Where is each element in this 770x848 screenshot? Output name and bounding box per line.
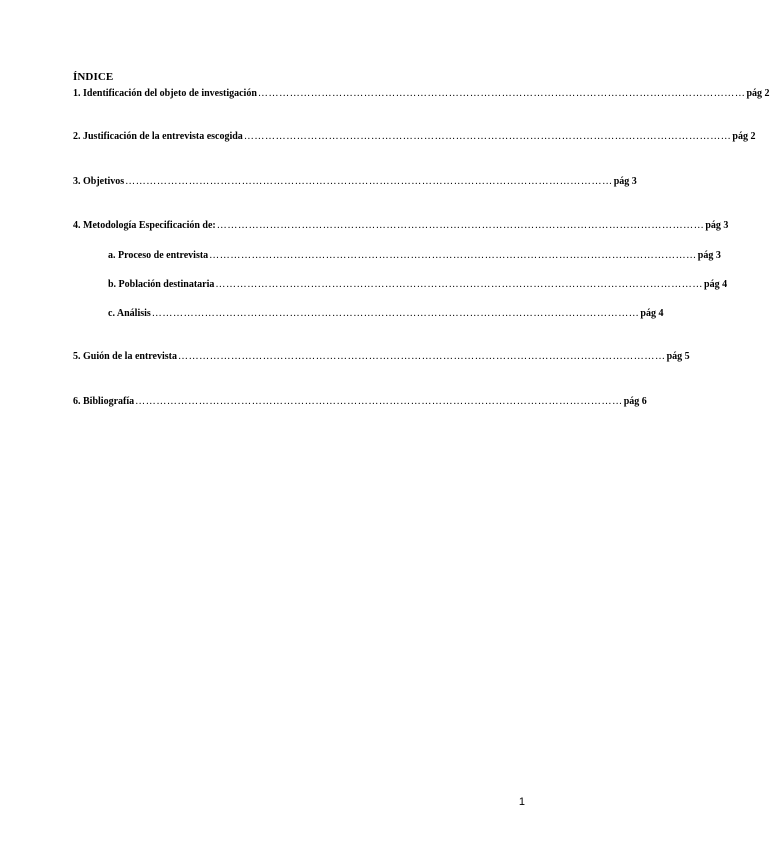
dot-leader: …………………………………………………………………………………………………………………………: [125, 176, 613, 187]
toc-entry-label: 4. Metodología Especificación de:: [73, 220, 216, 231]
toc-entry-page: pág 3: [705, 220, 729, 231]
toc-entry-metodologia: [73, 219, 729, 233]
toc-entry-justificacion: [73, 130, 756, 144]
toc-entry-poblacion: [108, 278, 728, 292]
toc-entry-label: 5. Guión de la entrevista: [73, 351, 177, 362]
toc-entry-page: pág 3: [613, 176, 637, 187]
toc-entry-identificacion: [73, 87, 770, 101]
page-number: 1: [518, 796, 525, 808]
toc-entry-label: a. Proceso de entrevista: [108, 250, 209, 261]
dot-leader: …………………………………………………………………………………………………………………………: [177, 351, 666, 362]
toc-entry-proceso: [108, 249, 721, 263]
toc-entry-page: pág 3: [697, 250, 721, 261]
toc-entry-page: pág 2: [746, 88, 770, 99]
toc-entry-page: pág 4: [704, 279, 728, 290]
toc-entry-label: c. Análisis: [108, 308, 151, 319]
toc-entry-page: pág 5: [666, 351, 690, 362]
toc-entry-label: 2. Justificación de la entrevista escogida: [73, 131, 243, 142]
toc-entry-label: 1. Identificación del objeto de investigación: [73, 88, 257, 99]
toc-entry-page: pág 2: [732, 131, 756, 142]
dot-leader: …………………………………………………………………………………………………………………………: [216, 220, 705, 231]
toc-entry-objetivos: [73, 175, 637, 189]
toc-entry-guion: [73, 350, 690, 364]
toc-entry-page: pág 6: [623, 396, 647, 407]
dot-leader: …………………………………………………………………………………………………………………………: [209, 250, 697, 261]
dot-leader: …………………………………………………………………………………………………………………………: [257, 88, 746, 99]
toc-entry-label: b. Población destinataria: [108, 279, 215, 290]
toc-title: ÍNDICE: [73, 71, 114, 83]
dot-leader: …………………………………………………………………………………………………………………………: [215, 279, 704, 290]
toc-entry-label: 3. Objetivos: [73, 176, 125, 187]
toc-entry-label: 6. Bibliografía: [73, 396, 135, 407]
toc-entry-analisis: [108, 307, 664, 321]
dot-leader: …………………………………………………………………………………………………………………………: [243, 131, 732, 142]
toc-entry-page: pág 4: [640, 308, 664, 319]
dot-leader: …………………………………………………………………………………………………………………………: [135, 396, 623, 407]
dot-leader: …………………………………………………………………………………………………………………………: [151, 308, 640, 319]
toc-entry-bibliografia: [73, 395, 647, 409]
